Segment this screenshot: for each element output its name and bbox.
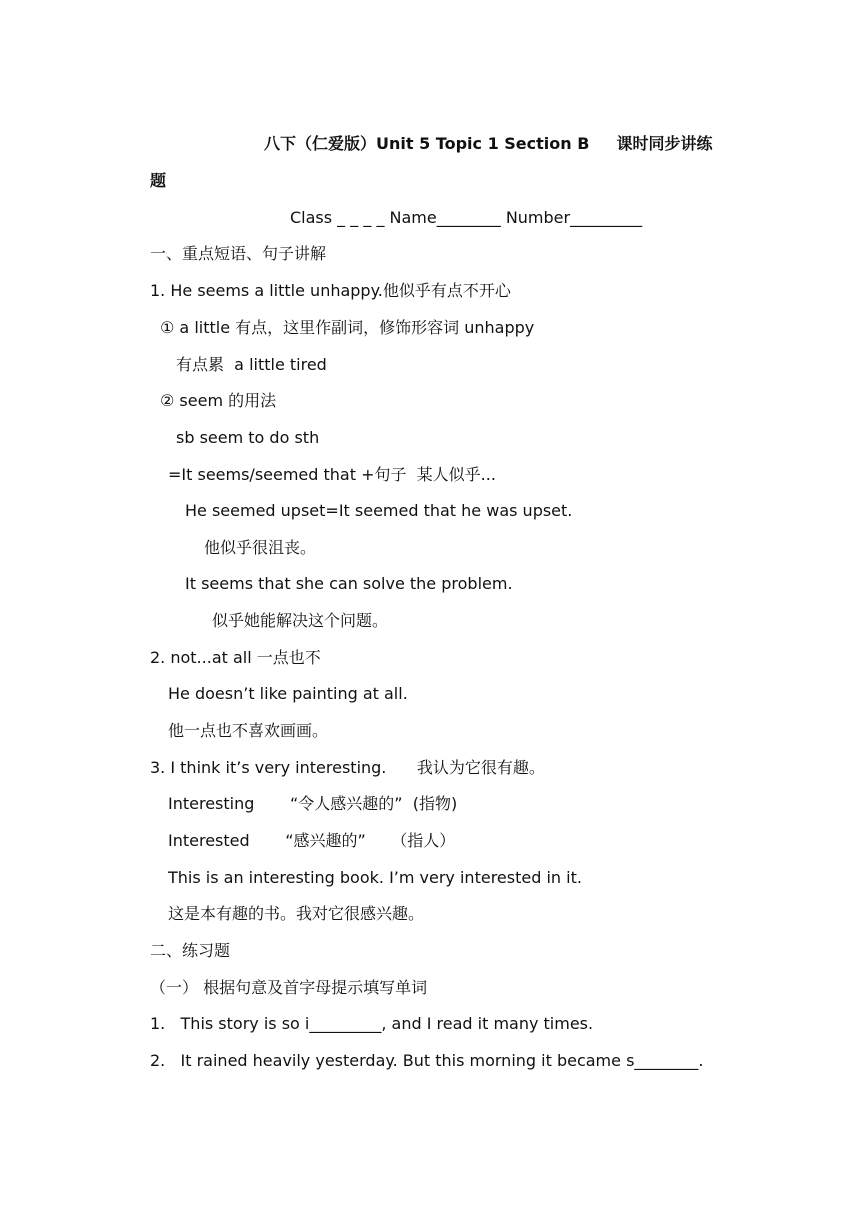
- note-item: 3. I think it’s very interesting. 我认为它很有趣。: [150, 758, 545, 777]
- note-subitem: ① a little 有点，这里作副词，修饰形容词 unhappy: [160, 318, 535, 337]
- note-pattern: sb seem to do sth: [176, 428, 320, 447]
- class-name-number-line: Class _ _ _ _ Name________ Number_________: [290, 208, 643, 227]
- note-example: He doesn’t like painting at all.: [168, 684, 408, 703]
- exercise-question: 2. It rained heavily yesterday. But this morning it became s________.: [150, 1051, 704, 1070]
- note-example: He seemed upset=It seemed that he was upset.: [185, 501, 573, 520]
- document-title-continued: 题: [150, 171, 167, 190]
- section-heading: 一、重点短语、句子讲解: [150, 244, 327, 263]
- note-example: This is an interesting book. I’m very interested in it.: [168, 868, 582, 887]
- note-example-translation: 这是本有趣的书。我对它很感兴趣。: [168, 904, 425, 923]
- note-example: It seems that she can solve the problem.: [185, 574, 513, 593]
- note-example: 有点累 a little tired: [176, 355, 327, 374]
- note-subitem: ② seem 的用法: [160, 391, 277, 410]
- note-example-translation: 似乎她能解决这个问题。: [212, 611, 389, 630]
- exercise-part-heading: （一） 根据句意及首字母提示填写单词: [150, 978, 428, 997]
- note-item: 1. He seems a little unhappy.他似乎有点不开心: [150, 281, 511, 300]
- note-definition: Interested “感兴趣的” （指人）: [168, 831, 456, 850]
- note-item: 2. not...at all 一点也不: [150, 648, 321, 667]
- note-example-translation: 他一点也不喜欢画画。: [168, 721, 329, 740]
- exercise-question: 1. This story is so i_________, and I read it many times.: [150, 1014, 594, 1033]
- note-example-translation: 他似乎很沮丧。: [204, 538, 317, 557]
- section-heading: 二、练习题: [150, 941, 231, 960]
- note-pattern: =It seems/seemed that +句子 某人似乎...: [168, 465, 496, 484]
- document-title: 八下（仁爱版）Unit 5 Topic 1 Section B 课时同步讲练: [264, 134, 713, 153]
- note-definition: Interesting “令人感兴趣的” (指物): [168, 794, 458, 813]
